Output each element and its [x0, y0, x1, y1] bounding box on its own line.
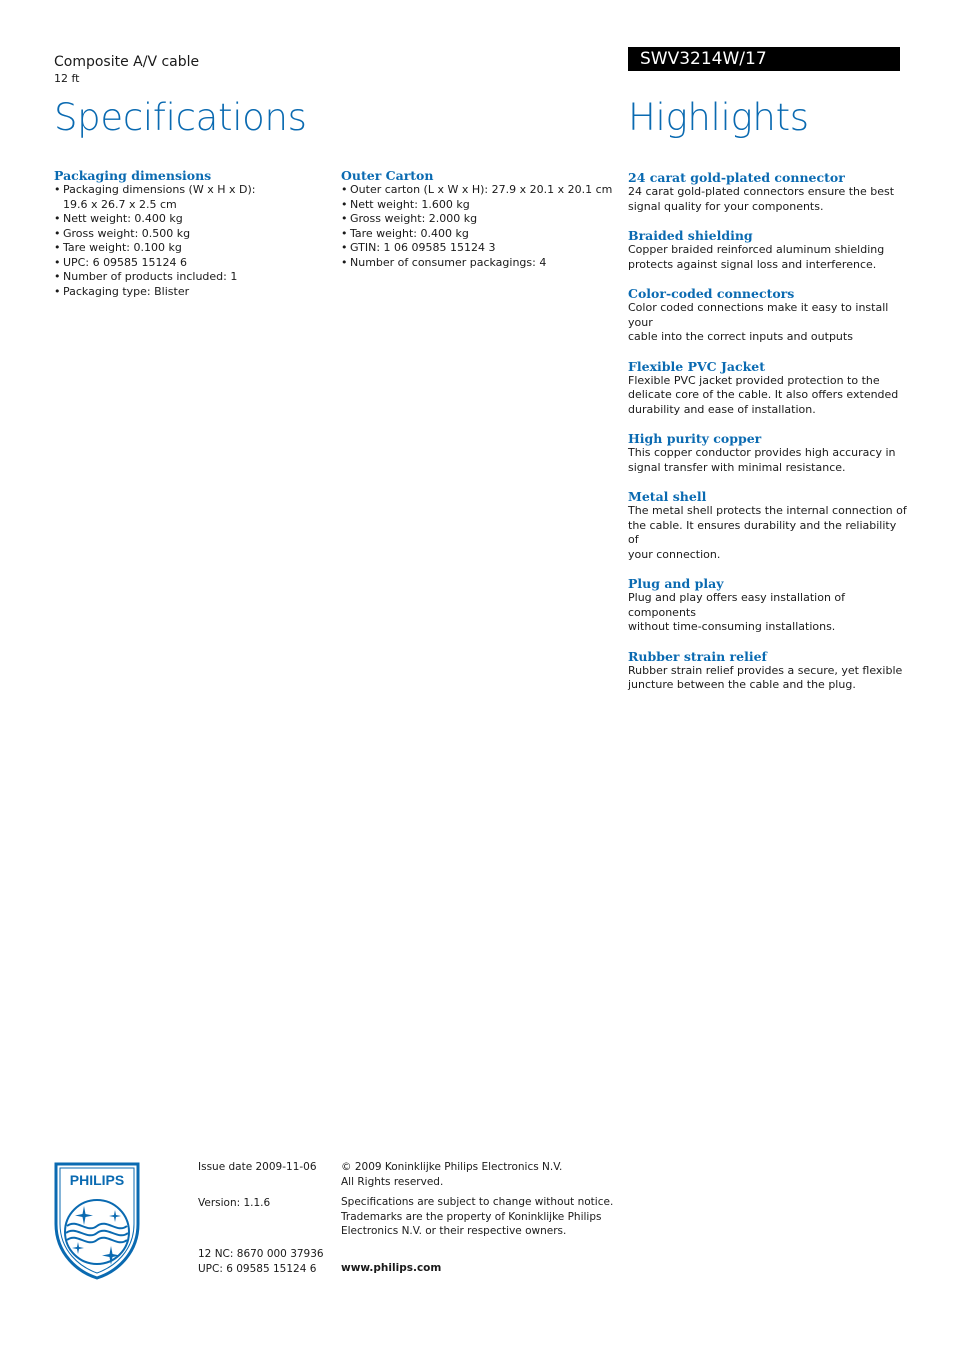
spec-item: • Nett weight: 1.600 kg: [341, 198, 621, 213]
spec-item: • UPC: 6 09585 15124 6: [54, 256, 324, 271]
spec-item: • Gross weight: 2.000 kg: [341, 212, 621, 227]
copyright-line: © 2009 Koninklijke Philips Electronics N.V.: [341, 1161, 563, 1173]
feature-color-coded: Color-coded connectors Color coded connections make it easy to install your cable into the correct inputs and outputs: [628, 286, 889, 343]
spec-item: • Outer carton (L x W x H): 27.9 x 20.1 x 20.1 cm: [341, 183, 621, 198]
highlights-list: [628, 170, 908, 707]
spec-item: • Nett weight: 0.400 kg: [54, 212, 324, 227]
highlights-title: Highlights: [628, 96, 809, 139]
outer-carton-heading: Outer Carton: [341, 168, 434, 183]
notice-line: Specifications are subject to change without notice.: [341, 1196, 614, 1208]
feature-braided-shielding: Braided shielding Copper braided reinforced aluminum shielding protects against signal loss and interference.: [628, 228, 885, 271]
outer-carton-section: [341, 168, 621, 270]
rights-line: All Rights reserved.: [341, 1175, 444, 1188]
packaging-dimensions-heading: Packaging dimensions: [54, 168, 212, 183]
feature-strain-relief: Rubber strain relief Rubber strain relief provides a secure, yet flexible juncture between the cable and the plug.: [628, 648, 903, 691]
footer-legal: [341, 1160, 621, 1275]
specifications-title: Specifications: [54, 96, 307, 139]
spec-item: • Number of products included: 1: [54, 270, 324, 285]
philips-logo-text: PHILIPS: [69, 1172, 125, 1188]
feature-metal-shell: Metal shell The metal shell protects the internal connection of the cable. It ensures durability and the reliability of your connection.: [628, 489, 907, 561]
issue-date: Issue date 2009-11-06: [198, 1161, 317, 1173]
footer-upc: UPC: 6 09585 15124 6: [198, 1262, 317, 1275]
spec-item: • Tare weight: 0.100 kg: [54, 241, 324, 256]
website-link[interactable]: www.philips.com: [341, 1261, 442, 1274]
notice-line: Trademarks are the property of Koninklijke Philips: [341, 1210, 602, 1223]
spec-item: • Packaging type: Blister: [54, 285, 324, 300]
philips-shield-logo: [54, 1162, 140, 1280]
spec-item-continuation: 19.6 x 26.7 x 2.5 cm: [63, 197, 177, 211]
feature-high-purity-copper: High purity copper This copper conductor provides high accuracy in signal transfer with minimal resistance.: [628, 431, 896, 474]
model-number-bar: SWV3214W/17: [628, 47, 900, 71]
product-title: Composite A/V cable: [54, 54, 200, 70]
notice-line: Electronics N.V. or their respective owners.: [341, 1225, 567, 1237]
nc-code: 12 NC: 8670 000 37936: [198, 1248, 324, 1260]
footer-meta: [198, 1160, 333, 1276]
feature-plug-and-play: Plug and play Plug and play offers easy installation of components without time-consuming installations.: [628, 576, 846, 633]
packaging-dimensions-section: [54, 168, 324, 299]
feature-gold-plated: 24 carat gold-plated connector 24 carat gold-plated connectors ensure the best signal quality for your components.: [628, 170, 895, 213]
spec-item: • Packaging dimensions (W x H x D): 19.6 x 26.7 x 2.5 cm: [54, 183, 324, 212]
philips-shield-icon: [54, 1162, 140, 1280]
feature-pvc-jacket: Flexible PVC Jacket Flexible PVC jacket provided protection to the delicate core of the cable. It also offers extended durability and ease of installation.: [628, 358, 899, 416]
spec-item: • Gross weight: 0.500 kg: [54, 227, 324, 242]
version: Version: 1.1.6: [198, 1196, 271, 1209]
spec-item: • Number of consumer packagings: 4: [341, 256, 621, 271]
product-length: 12 ft: [54, 72, 80, 85]
spec-item: • GTIN: 1 06 09585 15124 3: [341, 241, 621, 256]
spec-item: • Tare weight: 0.400 kg: [341, 227, 621, 242]
